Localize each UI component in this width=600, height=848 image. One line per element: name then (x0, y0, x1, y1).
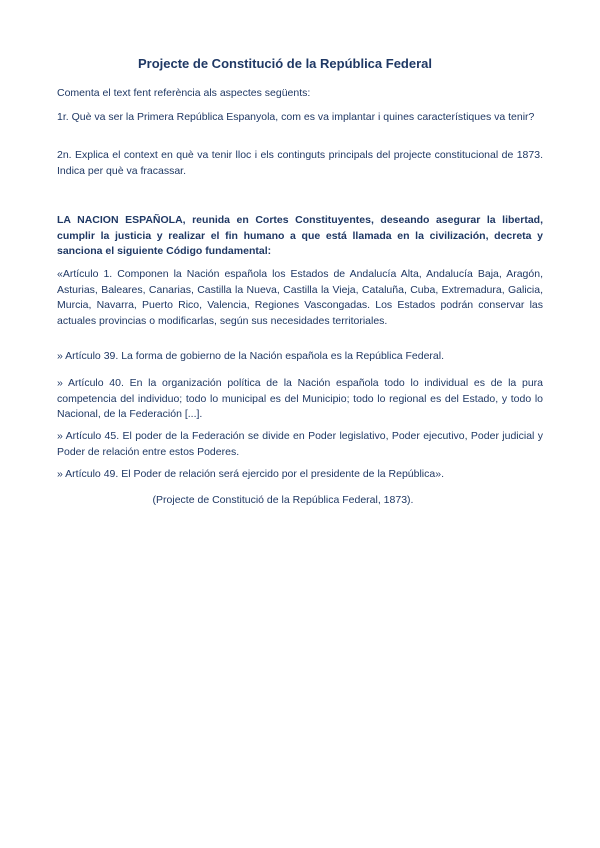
article-49: » Artículo 49. El Poder de relación será ejercido por el presidente de la República». (57, 468, 444, 480)
instructions-text: Comenta el text fent referència als aspectes següents: (57, 87, 311, 99)
source-citation: (Projecte de Constitució de la República Federal, 1873). (152, 494, 414, 506)
question-1: 1r. Què va ser la Primera República Espanyola, com es va implantar i quines característiques va tenir? (57, 111, 535, 123)
page-title: Projecte de Constitució de la República Federal (137, 56, 433, 71)
article-45: » Artículo 45. El poder de la Federación se divide en Poder legislativo, Poder ejecutivo, Poder judicial y Poder de relación entre estos Poderes. (57, 430, 543, 458)
article-39: » Artículo 39. La forma de gobierno de la Nación española es la República Federal. (57, 350, 444, 362)
question-2: 2n. Explica el context en què va tenir lloc i els continguts principals del projecte constitucional de 1873. Indica per què va fracassar. (57, 149, 543, 177)
constitution-preamble: LA NACION ESPAÑOLA, reunida en Cortes Constituyentes, deseando asegurar la libertad, cumplir la justicia y realizar el fin humano a que está llamada en la civilización, decreta y sanciona el siguiente Código fundamental: (57, 214, 543, 257)
article-40: » Artículo 40. En la organización política de la Nación española todo lo individual es de la pura competencia del individuo; todo lo municipal es del Municipio; todo lo regional es del Estado, y todo lo Nacional, de la Federación [...]. (57, 377, 543, 420)
article-1: «Artículo 1. Componen la Nación española los Estados de Andalucía Alta, Andalucía Baja, Aragón, Asturias, Baleares, Canarias, Castilla la Nueva, Castilla la Vieja, Cataluña, Cuba, Extremadura, Galicia, Murcia, Navarra, Puerto Rico, Valencia, Regiones Vascongadas. Los Estados podrán conservar las actuales provincias o modificarlas, según sus necesidades territoriales. (57, 268, 543, 327)
